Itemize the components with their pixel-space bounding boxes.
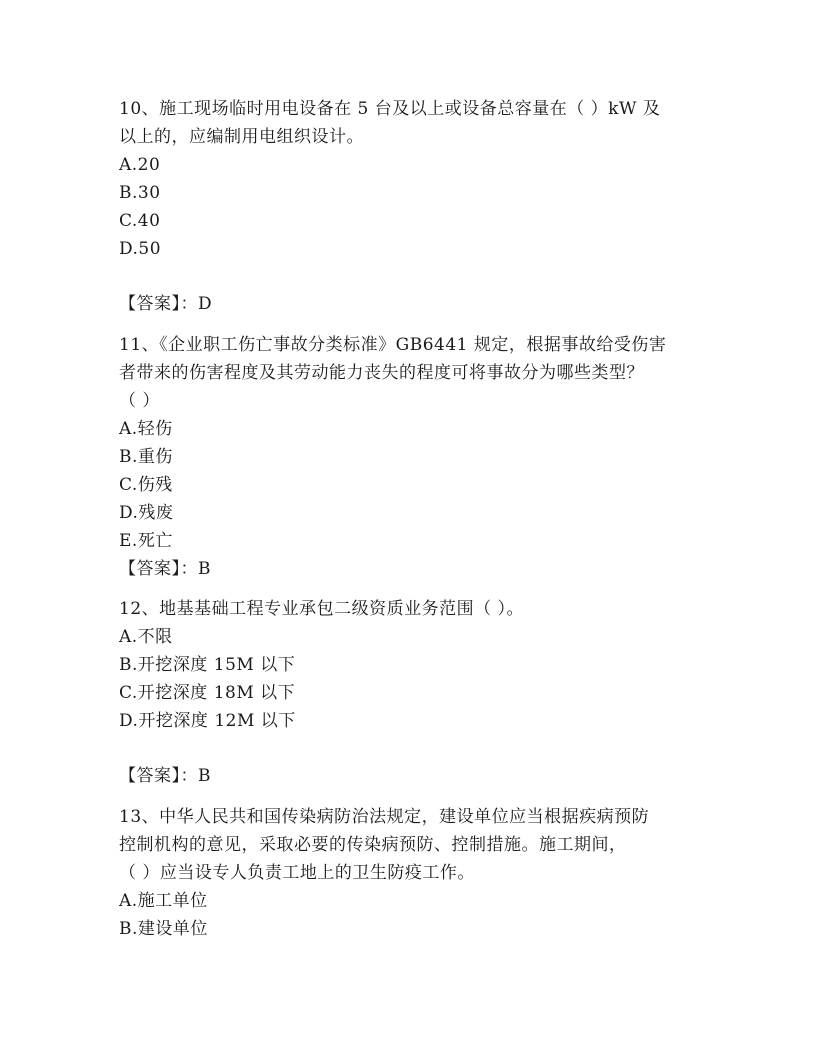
question-11-option-e: E.死亡 [119, 531, 173, 551]
question-10-stem-line-2: 以上的，应编制用电组织设计。 [119, 127, 364, 147]
question-10-stem-line-1: 10、施工现场临时用电设备在 5 台及以上或设备总容量在（ ）kW 及 [119, 99, 661, 119]
question-11-option-b: B.重伤 [119, 447, 173, 467]
question-10-option-d: D.50 [119, 239, 162, 259]
question-11-stem-line-2: 者带来的伤害程度及其劳动能力丧失的程度可将事故分为哪些类型？ [119, 363, 644, 383]
question-13-stem-line-2: 控制机构的意见，采取必要的传染病预防、控制措施。施工期间， [119, 835, 627, 855]
question-12-answer: 【答案】：B [119, 766, 211, 786]
question-13-stem-line-3: （ ）应当设专人负责工地上的卫生防疫工作。 [119, 863, 475, 883]
question-12-option-d: D.开挖深度 12M 以下 [119, 711, 296, 731]
question-13-option-a: A.施工单位 [119, 891, 208, 911]
question-10-option-b: B.30 [119, 183, 161, 203]
question-11-option-c: C.伤残 [119, 475, 173, 495]
question-10-answer: 【答案】：D [119, 294, 213, 314]
question-10-option-a: A.20 [119, 155, 161, 175]
question-12-option-b: B.开挖深度 15M 以下 [119, 655, 296, 675]
question-12-stem-line-1: 12、地基基础工程专业承包二级资质业务范围（ ）。 [119, 599, 525, 619]
question-11-stem-line-3: （ ） [119, 391, 160, 411]
question-11-option-d: D.残废 [119, 503, 174, 523]
question-11-answer: 【答案】：B [119, 559, 211, 579]
question-11-option-a: A.轻伤 [119, 419, 173, 439]
question-13-option-b: B.建设单位 [119, 919, 208, 939]
question-12-option-a: A.不限 [119, 627, 173, 647]
question-12-option-c: C.开挖深度 18M 以下 [119, 683, 296, 703]
question-11-stem-line-1: 11、《企业职工伤亡事故分类标准》GB6441 规定，根据事故给受伤害 [119, 335, 667, 355]
question-10-option-c: C.40 [119, 211, 161, 231]
question-13-stem-line-1: 13、中华人民共和国传染病防治法规定，建设单位应当根据疾病预防 [119, 807, 650, 827]
